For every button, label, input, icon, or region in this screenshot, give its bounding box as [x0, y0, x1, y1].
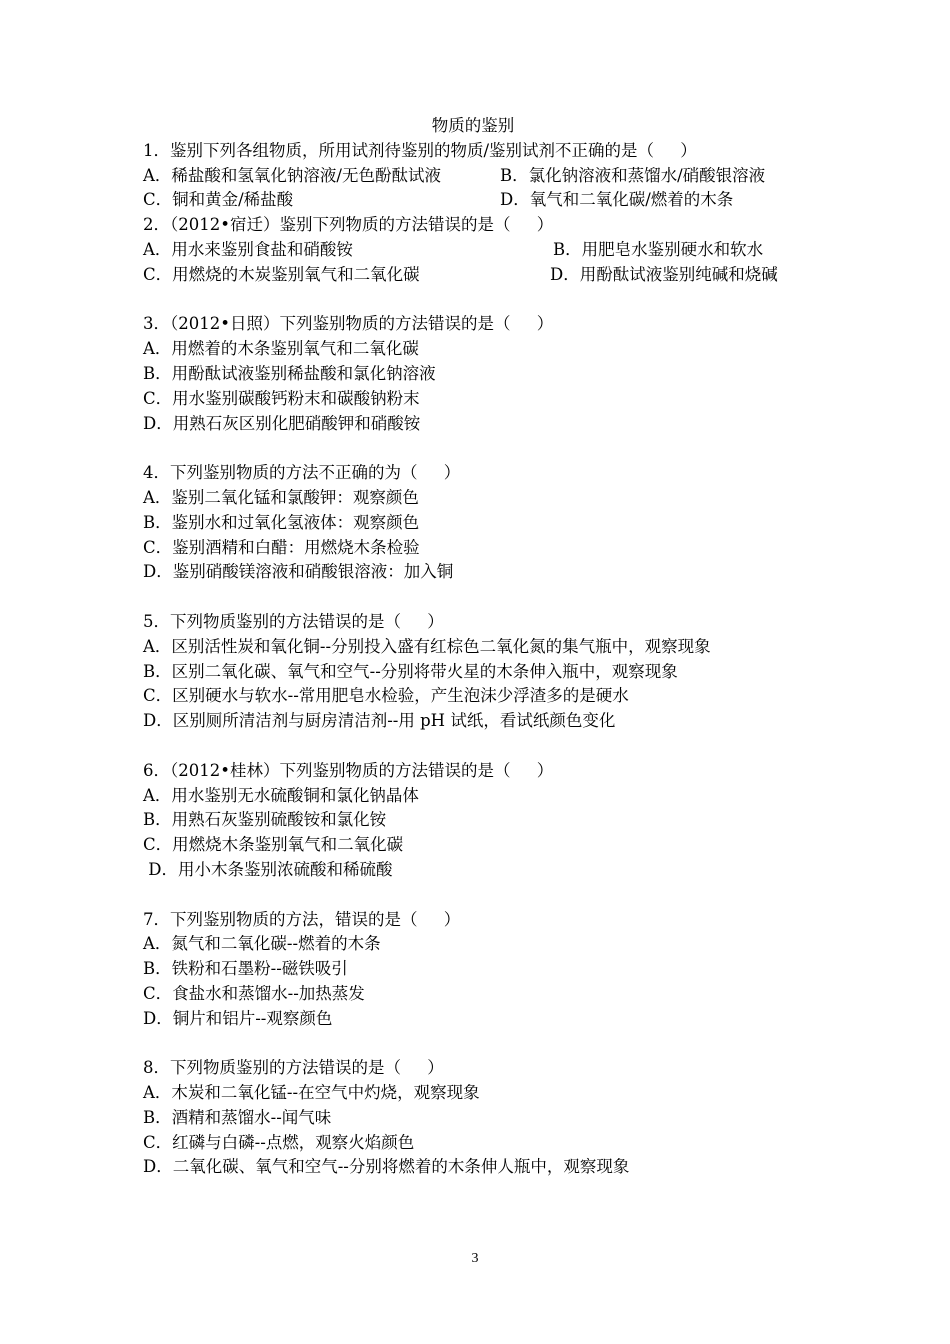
option-c: C．用燃烧木条鉴别氧气和二氧化碳	[143, 835, 404, 855]
question-3	[143, 312, 863, 436]
option-d: D．用小木条鉴别浓硫酸和稀硫酸	[143, 859, 393, 879]
option-b: B．氯化钠溶液和蒸馏水/硝酸银溶液	[500, 165, 766, 185]
question-2	[143, 213, 863, 287]
option-a: A．稀盐酸和氢氧化钠溶液/无色酚酞试液	[143, 165, 441, 185]
option-c: C．用燃烧的木炭鉴别氧气和二氧化碳	[143, 264, 420, 284]
question-5	[143, 610, 863, 734]
option-row	[143, 263, 863, 288]
question-7	[143, 908, 863, 1032]
question-stem: 3．（2012•日照）下列鉴别物质的方法错误的是（ ）	[143, 314, 554, 334]
option-b: B．用肥皂水鉴别硬水和软水	[553, 239, 764, 259]
option-a: A．用燃着的木条鉴别氧气和二氧化碳	[143, 339, 419, 359]
option-b: B．铁粉和石墨粉--磁铁吸引	[143, 959, 348, 979]
option-row	[143, 164, 863, 189]
option-b: B．用酚酞试液鉴别稀盐酸和氯化钠溶液	[143, 363, 436, 383]
question-4	[143, 461, 863, 585]
question-6	[143, 759, 863, 883]
option-a: A．氮气和二氧化碳--燃着的木条	[143, 934, 381, 954]
option-d: D．二氧化碳、氧气和空气--分别将燃着的木条伸人瓶中，观察现象	[143, 1157, 630, 1177]
page-title: 物质的鉴别	[431, 116, 515, 135]
option-a: A．区别活性炭和氧化铜--分别投入盛有红棕色二氧化氮的集气瓶中，观察现象	[143, 636, 711, 656]
option-d: D．铜片和铝片--观察颜色	[143, 1008, 333, 1028]
option-a: A．用水鉴别无水硫酸铜和氯化钠晶体	[143, 785, 419, 805]
question-stem: 7．下列鉴别物质的方法，错误的是（ ）	[143, 909, 461, 929]
question-stem: 4．下列鉴别物质的方法不正确的为（ ）	[143, 463, 461, 483]
question-stem: 1．鉴别下列各组物质，所用试剂待鉴别的物质/鉴别试剂不正确的是（ ）	[143, 140, 697, 160]
option-c: C．红磷与白磷--点燃，观察火焰颜色	[143, 1132, 415, 1152]
question-stem: 6．（2012•桂林）下列鉴别物质的方法错误的是（ ）	[143, 760, 554, 780]
option-d: D．鉴别硝酸镁溶液和硝酸银溶液：加入铜	[143, 562, 454, 582]
question-stem: 2．（2012•宿迁）鉴别下列物质的方法错误的是（ ）	[143, 215, 554, 235]
option-c: C．区别硬水与软水--常用肥皂水检验，产生泡沫少浮渣多的是硬水	[143, 686, 629, 706]
option-c: C．食盐水和蒸馏水--加热蒸发	[143, 983, 365, 1003]
option-b: B．酒精和蒸馏水--闻气味	[143, 1107, 332, 1127]
option-d: D．用酚酞试液鉴别纯碱和烧碱	[550, 264, 778, 284]
option-d: D．区别厕所清洁剂与厨房清洁剂--用 pH 试纸，看试纸颜色变化	[143, 711, 616, 731]
option-row	[143, 188, 863, 213]
option-b: B．区别二氧化碳、氧气和空气--分别将带火星的木条伸入瓶中，观察现象	[143, 661, 678, 681]
option-a: A．用水来鉴别食盐和硝酸铵	[143, 239, 353, 259]
option-row	[143, 238, 863, 263]
option-d: D．氧气和二氧化碳/燃着的木条	[500, 190, 734, 210]
option-c: C．用水鉴别碳酸钙粉末和碳酸钠粉末	[143, 388, 420, 408]
document-body	[143, 114, 863, 1180]
option-c: C．鉴别酒精和白醋：用燃烧木条检验	[143, 537, 420, 557]
question-1	[143, 139, 863, 213]
option-d: D．用熟石灰区别化肥硝酸钾和硝酸铵	[143, 413, 421, 433]
question-stem: 8．下列物质鉴别的方法错误的是（ ）	[143, 1058, 444, 1078]
option-b: B．鉴别水和过氧化氢液体：观察颜色	[143, 512, 420, 532]
option-b: B．用熟石灰鉴别硫酸铵和氯化铵	[143, 810, 387, 830]
question-stem: 5．下列物质鉴别的方法错误的是（ ）	[143, 611, 444, 631]
question-8	[143, 1056, 863, 1180]
option-a: A．鉴别二氧化锰和氯酸钾：观察颜色	[143, 487, 419, 507]
page-number: 3	[471, 1251, 479, 1266]
option-a: A．木炭和二氧化锰--在空气中灼烧，观察现象	[143, 1083, 480, 1103]
option-c: C．铜和黄金/稀盐酸	[143, 190, 294, 210]
